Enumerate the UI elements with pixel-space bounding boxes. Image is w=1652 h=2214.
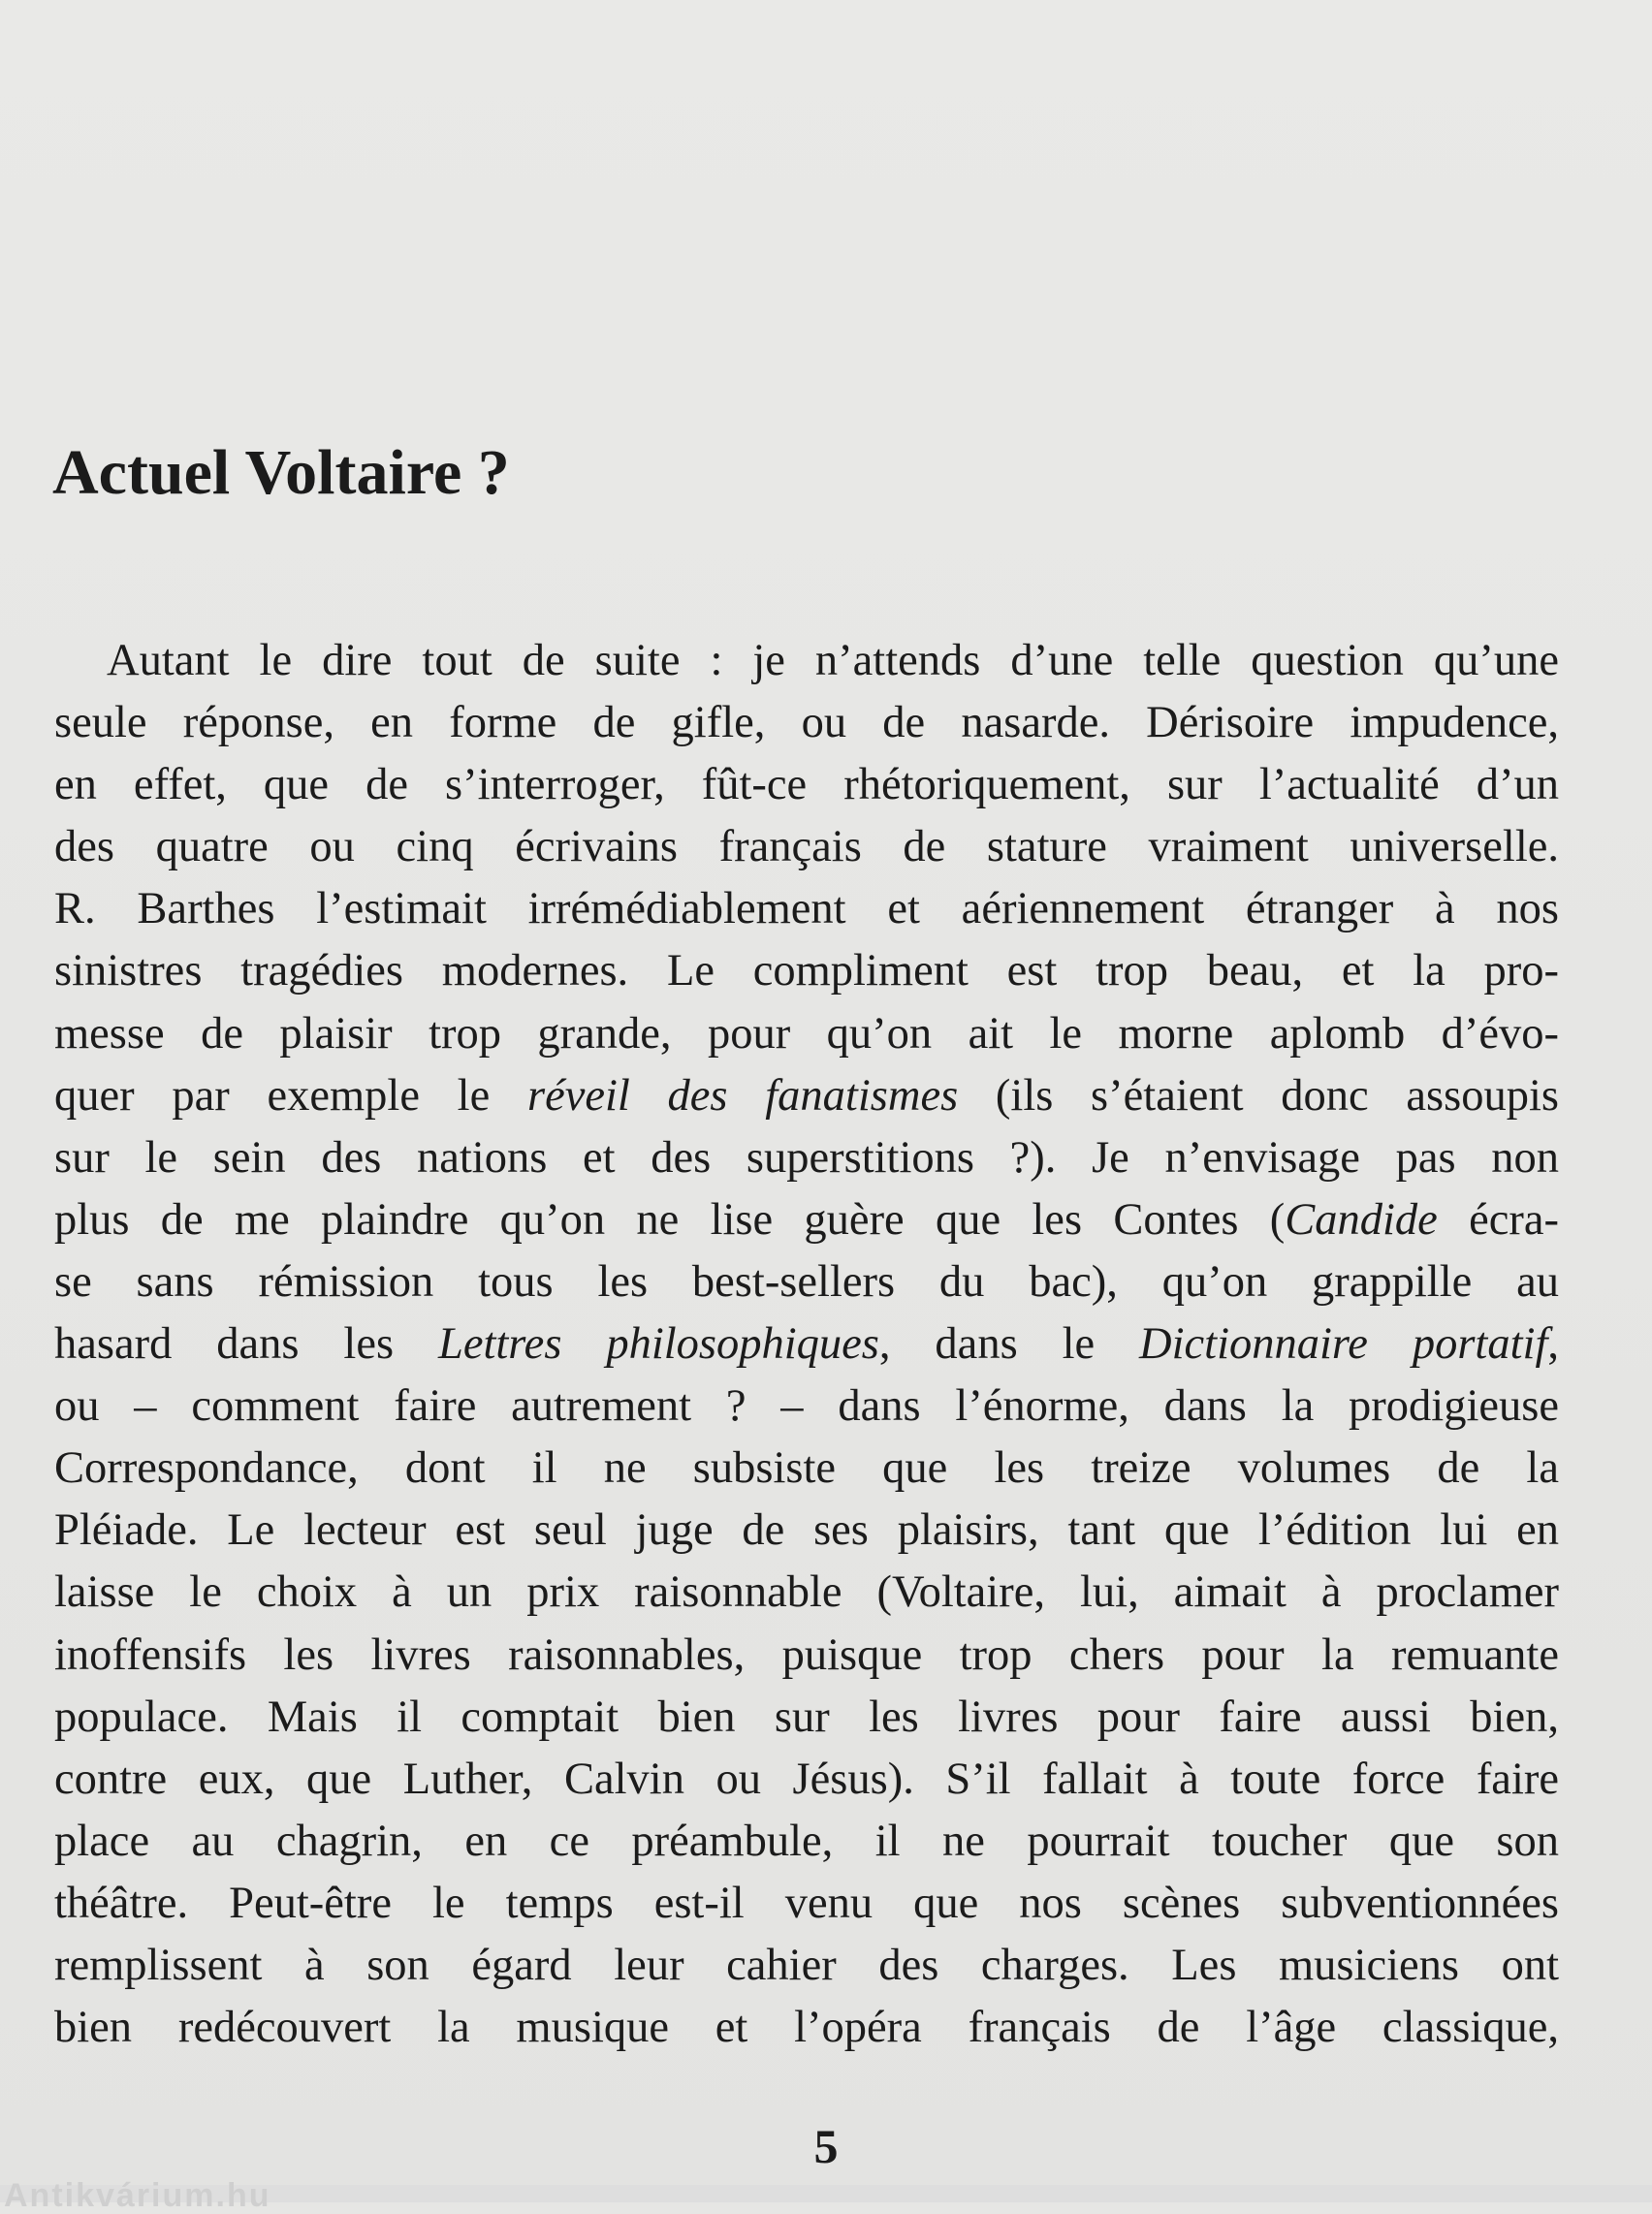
text-line: quer par exemple le réveil des fanatismes (ils s’étaient donc assoupis <box>54 1070 1559 1121</box>
text-line: populace. Mais il comptait bien sur les livres pour faire aussi bien, <box>54 1692 1559 1742</box>
text-line: des quatre ou cinq écrivains français de stature vraiment universelle. <box>54 822 1559 872</box>
page-number: 5 <box>813 2119 839 2173</box>
text-line: bien redécouvert la musique et l’opéra français de l’âge classique, <box>54 2003 1559 2053</box>
text-line: se sans rémission tous les best-sellers du bac), qu’on grappille au <box>54 1256 1559 1307</box>
text-line: remplissent à son égard leur cahier des charges. Les musiciens ont <box>54 1940 1559 1990</box>
body-paragraph <box>54 630 1559 2059</box>
text-line: en effet, que de s’interroger, fût-ce rhétoriquement, sur l’actualité d’un <box>54 760 1559 810</box>
text-line: plus de me plaindre qu’on ne lise guère que les Contes (Candide écra- <box>54 1194 1559 1245</box>
italic-title: Dictionnaire portatif <box>1139 1319 1548 1370</box>
chapter-title: Actuel Voltaire ? <box>52 437 510 508</box>
watermark: Antikvárium.hu <box>4 2177 271 2214</box>
text-line: messe de plaisir trop grande, pour qu’on ait le morne aplomb d’évo- <box>54 1008 1559 1059</box>
text-line: Autant le dire tout de suite : je n’attends d’une telle question qu’une <box>107 636 1559 685</box>
italic-title: Candide <box>1285 1194 1438 1245</box>
text-line: théâtre. Peut-être le temps est-il venu que nos scènes subventionnées <box>54 1878 1559 1928</box>
text-line: place au chagrin, en ce préambule, il ne pourrait toucher que son <box>54 1816 1559 1866</box>
text-line: seule réponse, en forme de gifle, ou de nasarde. Dérisoire impudence, <box>54 698 1559 748</box>
text-line: laisse le choix à un prix raisonnable (Voltaire, lui, aimait à proclamer <box>54 1567 1559 1618</box>
text-line: sinistres tragédies modernes. Le compliment est trop beau, et la pro- <box>54 946 1559 996</box>
text-line: sur le sein des nations et des superstitions ?). Je n’envisage pas non <box>54 1132 1559 1183</box>
italic-title: réveil des fanatismes <box>526 1070 959 1121</box>
text-line: R. Barthes l’estimait irrémédiablement et aériennement étranger à nos <box>54 884 1559 934</box>
text-line: inoffensifs les livres raisonnables, puisque trop chers pour la remuante <box>54 1629 1559 1680</box>
text-line: Pléiade. Le lecteur est seul juge de ses plaisirs, tant que l’édition lui en <box>54 1505 1559 1556</box>
text-line: Correspondance, dont il ne subsiste que les treize volumes de la <box>54 1443 1559 1494</box>
italic-title: Lettres philosophiques <box>437 1319 879 1370</box>
text-line: ou – comment faire autrement ? – dans l’énorme, dans la prodigieuse <box>54 1381 1559 1432</box>
text-line: hasard dans les Lettres philosophiques, dans le Dictionnaire portatif, <box>54 1319 1559 1370</box>
text-line: contre eux, que Luther, Calvin ou Jésus). S’il fallait à toute force faire <box>54 1754 1559 1804</box>
